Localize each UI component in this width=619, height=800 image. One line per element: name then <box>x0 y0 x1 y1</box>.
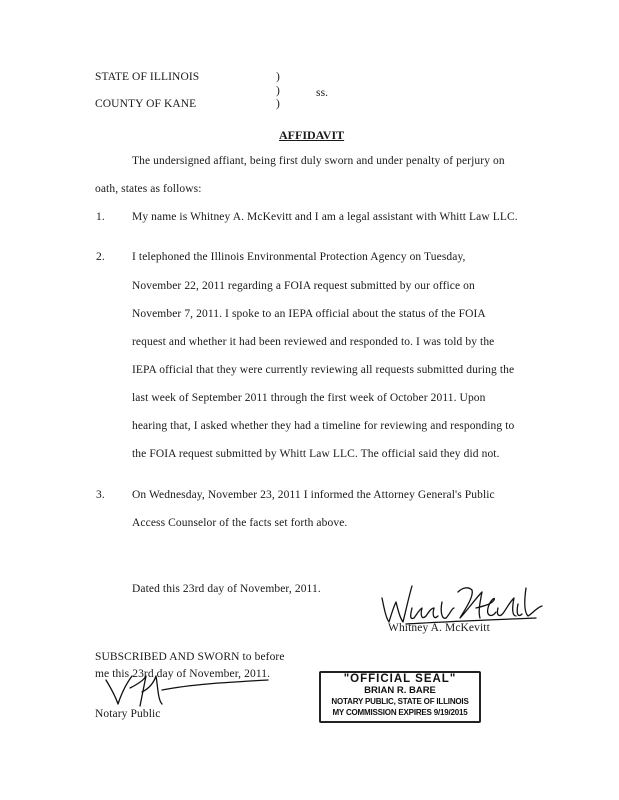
caption-ss: ss. <box>316 87 329 99</box>
official-seal-stamp <box>319 671 481 723</box>
affiant-name: Whitney A. McKevitt <box>388 622 490 634</box>
intro-line: The undersigned affiant, being first duly sworn and under penalty of perjury on <box>132 155 505 167</box>
item-line: last week of September 2011 through the first week of October 2011. Upon <box>132 392 486 404</box>
item-line: I telephoned the Illinois Environmental Protection Agency on Tuesday, <box>132 251 466 263</box>
item-number: 3. <box>96 489 105 501</box>
item-number: 2. <box>96 251 105 263</box>
seal-line: MY COMMISSION EXPIRES 9/19/2015 <box>332 708 468 717</box>
item-line: hearing that, I asked whether they had a timeline for reviewing and responding to <box>132 420 515 432</box>
caption-county: COUNTY OF KANE <box>95 98 197 110</box>
notary-signature <box>92 666 274 710</box>
notary-label: Notary Public <box>95 708 161 720</box>
item-line: IEPA official that they were currently reviewing all requests submitted during the <box>132 364 515 376</box>
jurat-line: SUBSCRIBED AND SWORN to before <box>95 651 285 663</box>
caption-paren: ) <box>276 98 280 110</box>
item-number: 1. <box>96 211 105 223</box>
dated-line: Dated this 23rd day of November, 2011. <box>132 583 321 595</box>
caption-paren: ) <box>276 85 280 97</box>
item-line: November 7, 2011. I spoke to an IEPA official about the status of the FOIA <box>132 308 486 320</box>
seal-line: BRIAN R. BARE <box>364 685 436 696</box>
jurat-line: me this 23rd day of November, 2011. <box>95 668 271 680</box>
item-line: request and whether it had been reviewed and responded to. I was told by the <box>132 336 495 348</box>
caption-paren: ) <box>276 71 280 83</box>
item-line: Access Counselor of the facts set forth above. <box>132 517 348 529</box>
caption-state: STATE OF ILLINOIS <box>95 71 200 83</box>
intro-line: oath, states as follows: <box>95 183 202 195</box>
item-line: November 22, 2011 regarding a FOIA request submitted by our office on <box>132 280 475 292</box>
item-line: the FOIA request submitted by Whitt Law LLC. The official said they did not. <box>132 448 500 460</box>
seal-line: NOTARY PUBLIC, STATE OF ILLINOIS <box>331 697 469 706</box>
page-title: AFFIDAVIT <box>279 128 345 142</box>
item-line: My name is Whitney A. McKevitt and I am a legal assistant with Whitt Law LLC. <box>132 211 518 223</box>
item-line: On Wednesday, November 23, 2011 I informed the Attorney General's Public <box>132 489 495 501</box>
seal-line: "OFFICIAL SEAL" <box>343 673 457 685</box>
